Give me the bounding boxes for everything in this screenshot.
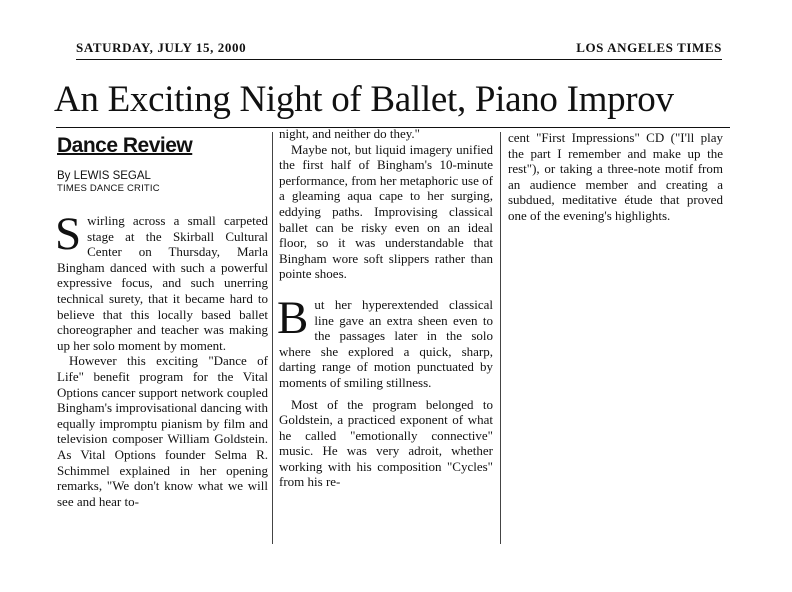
article-column-2 — [279, 126, 493, 490]
article-column-3 — [508, 130, 723, 224]
section-kicker: Dance Review — [57, 134, 193, 157]
paragraph — [55, 208, 268, 353]
byline-name: By LEWIS SEGAL — [57, 170, 151, 182]
dateline — [76, 40, 722, 56]
issue-date: SATURDAY, JULY 15, 2000 — [76, 40, 247, 55]
paragraph-text: wirling across a small carpeted stage at the Skirball Cultural Center on Thursday, Marla Bingham danced with such a powerful expressive focus, and such unerring technical surety, that it became hard to believe that this locally based ballet choreographer and teacher was making up her solo moment by moment. — [57, 213, 268, 353]
drop-cap: S — [55, 208, 82, 260]
column-divider-1 — [272, 132, 273, 544]
publication-name: LOS ANGELES TIMES — [576, 40, 722, 55]
headline: An Exciting Night of Ballet, Piano Improv — [54, 79, 674, 120]
paragraph: Maybe not, but liquid imagery unified the first half of Bingham's 10-minute performance, from her metaphoric use of a gleaming aqua cape to her surging, eddying paths. Improvising classical ballet can be risky even on an ideal floor, so it was understandable that Bingham wore soft slippers rather than pointe shoes. — [279, 141, 493, 282]
article-column-1 — [57, 126, 268, 509]
paragraph-spacer — [279, 282, 493, 297]
top-rule — [76, 59, 722, 60]
byline — [57, 170, 268, 183]
paragraph: night, and neither do they." — [279, 126, 420, 141]
drop-cap: B — [277, 291, 309, 344]
paragraph: Most of the program belonged to Goldstein, a practiced exponent of what he called "emotionally connective" music. He was very adroit, whether working with his composition "Cycles" from his re- — [279, 396, 493, 490]
paragraph — [277, 291, 493, 391]
paragraph: However this exciting "Dance of Life" benefit program for the Vital Options cancer support network coupled Bingham's improvisational dancing with equally impromptu pianism by film and television composer William Goldstein. As Vital Options founder Selma R. Schimmel explained in her opening remarks, "We don't know what we will see and hear to- — [57, 353, 268, 509]
column-divider-2 — [500, 132, 501, 544]
paragraph: cent "First Impressions" CD ("I'll play the part I remember and make up the rest"), or taking a three-note motif from an audience member and creating a subdued, meditative étude that proved one of the evening's highlights. — [508, 130, 723, 223]
byline-title: TIMES DANCE CRITIC — [57, 183, 160, 194]
paragraph-text: ut her hyperextended classical line gave an extra sheen even to the passages later in the solo where she explored a quick, sharp, darting range of motion punctuated by moments of smiling stillness. — [279, 296, 493, 390]
